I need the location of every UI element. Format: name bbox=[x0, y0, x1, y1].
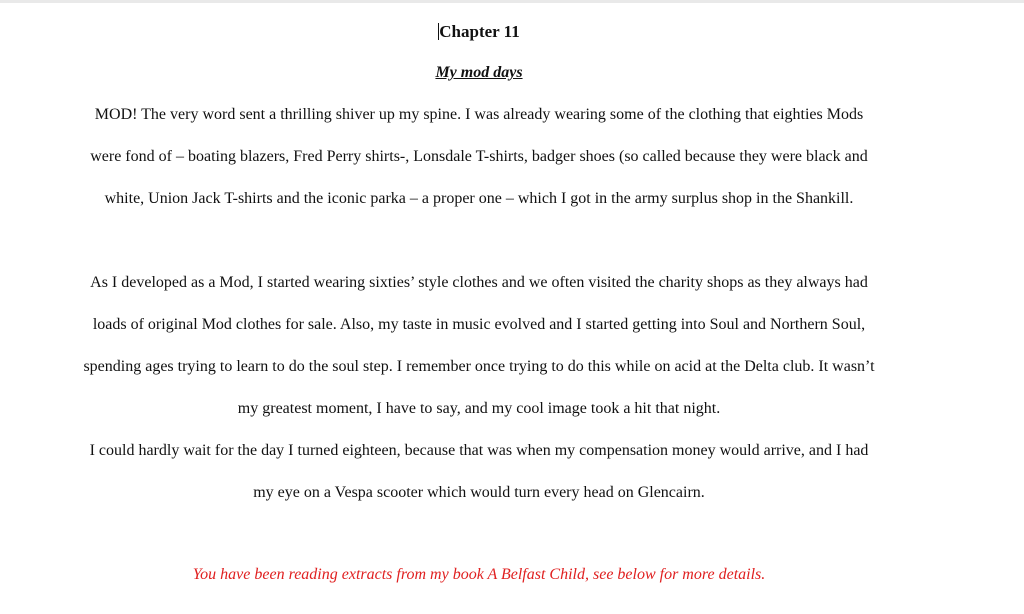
paragraph-line: my eye on a Vespa scooter which would turn every head on Glencairn. bbox=[253, 484, 705, 501]
paragraph-line: white, Union Jack T-shirts and the iconic parka – a proper one – which I got in the army surplus shop in the Shankill. bbox=[104, 190, 854, 207]
paragraph-line: loads of original Mod clothes for sale. Also, my taste in music evolved and I started getting into Soul and Northern Soul, bbox=[92, 316, 866, 333]
paragraph-line: I could hardly wait for the day I turned eighteen, because that was when my compensation money would arrive, and I had bbox=[89, 442, 869, 459]
paragraph-line: As I developed as a Mod, I started wearing sixties’ style clothes and we often visited the charity shops as they always had bbox=[90, 274, 868, 291]
chapter-subtitle: My mod days bbox=[435, 64, 523, 81]
paragraph-line: my greatest moment, I have to say, and my cool image took a hit that night. bbox=[237, 400, 721, 417]
paragraph-line: MOD! The very word sent a thrilling shiver up my spine. I was already wearing some of the clothing that eighties Mods bbox=[94, 106, 864, 123]
paragraph-line: spending ages trying to learn to do the soul step. I remember once trying to do this while on acid at the Delta club. It wasn’t bbox=[83, 358, 875, 375]
book-promo-note: You have been reading extracts from my book A Belfast Child, see below for more details. bbox=[192, 566, 766, 583]
chapter-title: Chapter 11 bbox=[439, 22, 520, 41]
chapter-heading bbox=[0, 22, 958, 42]
paragraph-line: were fond of – boating blazers, Fred Perry shirts-, Lonsdale T-shirts, badger shoes (so called because they were black and bbox=[90, 148, 868, 165]
